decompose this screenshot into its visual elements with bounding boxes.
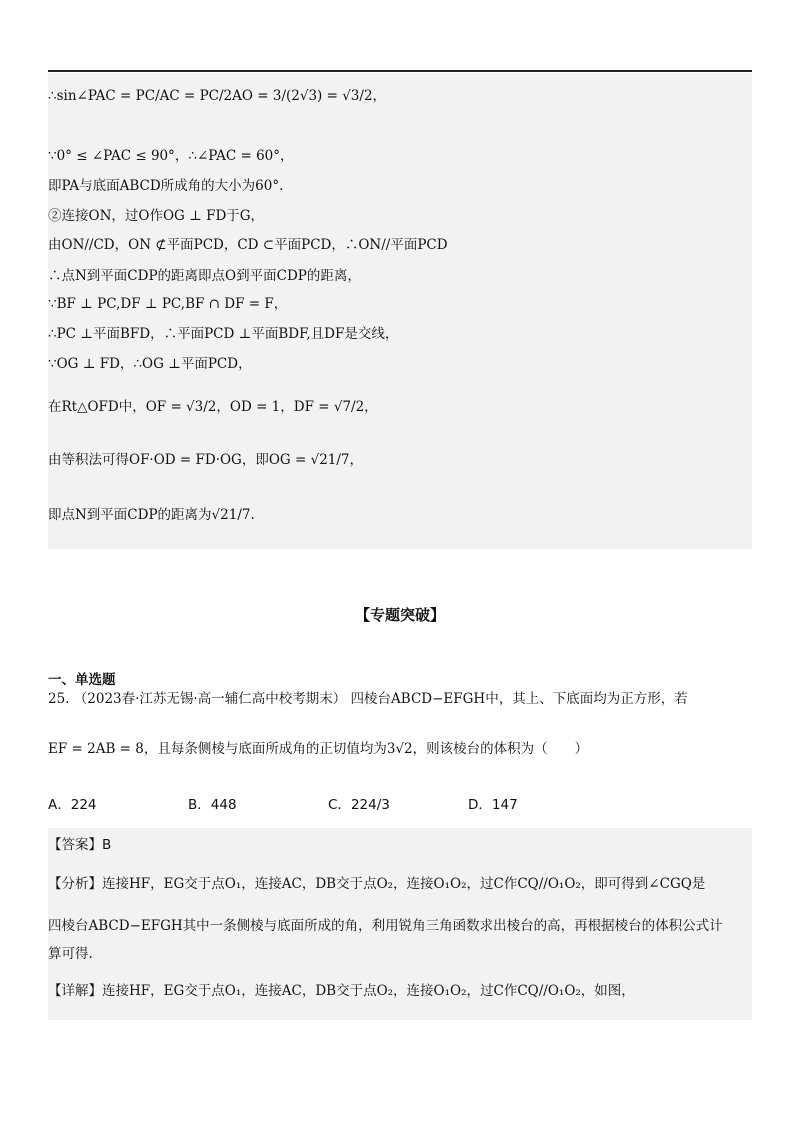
solution-line-11: 由等积法可得OF·OD = FD·OG，即OG = √21/7，	[48, 452, 364, 468]
solution-line-7: ∵BF ⊥ PC,DF ⊥ PC,BF ∩ DF = F，	[48, 296, 288, 312]
question-number: 25.	[48, 691, 70, 707]
analysis-line-3: 算可得.	[48, 946, 93, 962]
option-c-value: 224/3	[350, 797, 390, 813]
solution-line-10: 在Rt△OFD中，OF = √3/2，OD = 1，DF = √7/2，	[48, 399, 378, 415]
option-d-value: 147	[491, 797, 518, 813]
option-c	[328, 793, 390, 813]
option-a-value: 224	[70, 797, 97, 813]
answer-value: B	[102, 837, 112, 853]
option-d-label: D．	[468, 797, 492, 813]
detail-tag: 【详解】	[48, 983, 102, 999]
question-line-1	[48, 690, 688, 708]
solution-box	[48, 73, 752, 549]
solution-line-5: 由ON//CD，ON ⊄平面PCD，CD ⊂平面PCD，∴ON//平面PCD	[48, 237, 448, 253]
analysis-line-2: 四棱台ABCD−EFGH其中一条侧棱与底面所成的角，利用锐角三角函数求出棱台的高，再根据棱台的体积公式计	[48, 918, 723, 934]
solution-line-1: ∴sin∠PAC = PC/AC = PC/2AO = 3/(2√3) = √3/2，	[48, 88, 387, 104]
solution-line-9: ∵OG ⊥ FD，∴OG ⊥平面PCD，	[48, 356, 252, 372]
answer-box	[48, 828, 752, 1020]
option-b-value: 448	[210, 797, 237, 813]
analysis-line-1	[48, 875, 705, 893]
analysis-text-1: 连接HF，EG交于点O₁，连接AC，DB交于点O₂，连接O₁O₂，过C作CQ//O₁O₂，即可得到∠CGQ是	[102, 876, 706, 892]
solution-line-3: 即PA与底面ABCD所成角的大小为60°.	[48, 178, 284, 194]
answer-tag: 【答案】	[48, 837, 102, 853]
solution-line-4: ②连接ON，过O作OG ⊥ FD于G，	[48, 208, 265, 224]
solution-line-12: 即点N到平面CDP的距离为√21/7.	[48, 507, 255, 523]
option-a-label: A．	[48, 797, 71, 813]
option-a	[48, 793, 97, 813]
solution-line-2: ∵0° ≤ ∠PAC ≤ 90°，∴∠PAC = 60°，	[48, 148, 294, 164]
section-title: 一、单选题	[48, 672, 116, 688]
question-stem-1: 四棱台ABCD−EFGH中，其上、下底面均为正方形，若	[350, 691, 688, 707]
question-source: （2023春·江苏无锡·高一辅仁高中校考期末）	[73, 691, 347, 707]
option-b-label: B．	[188, 797, 211, 813]
option-b	[188, 793, 237, 813]
detail-line-1	[48, 982, 635, 1000]
detail-text-1: 连接HF，EG交于点O₁，连接AC，DB交于点O₂，连接O₁O₂，过C作CQ//O₁O₂，如图，	[102, 983, 635, 999]
solution-line-6: ∴点N到平面CDP的距离即点O到平面CDP的距离，	[48, 268, 361, 284]
solution-line-8: ∴PC ⊥平面BFD，∴平面PCD ⊥平面BDF,且DF是交线，	[48, 326, 399, 342]
section-heading: 【专题突破】	[354, 606, 445, 624]
option-d	[468, 793, 518, 813]
answer-line	[48, 836, 111, 854]
question-stem-2: EF = 2AB = 8，且每条侧棱与底面所成角的正切值均为3√2，则该棱台的体积为（ ）	[48, 741, 589, 757]
option-c-label: C．	[328, 797, 351, 813]
analysis-tag: 【分析】	[48, 876, 102, 892]
top-rule	[48, 70, 752, 72]
